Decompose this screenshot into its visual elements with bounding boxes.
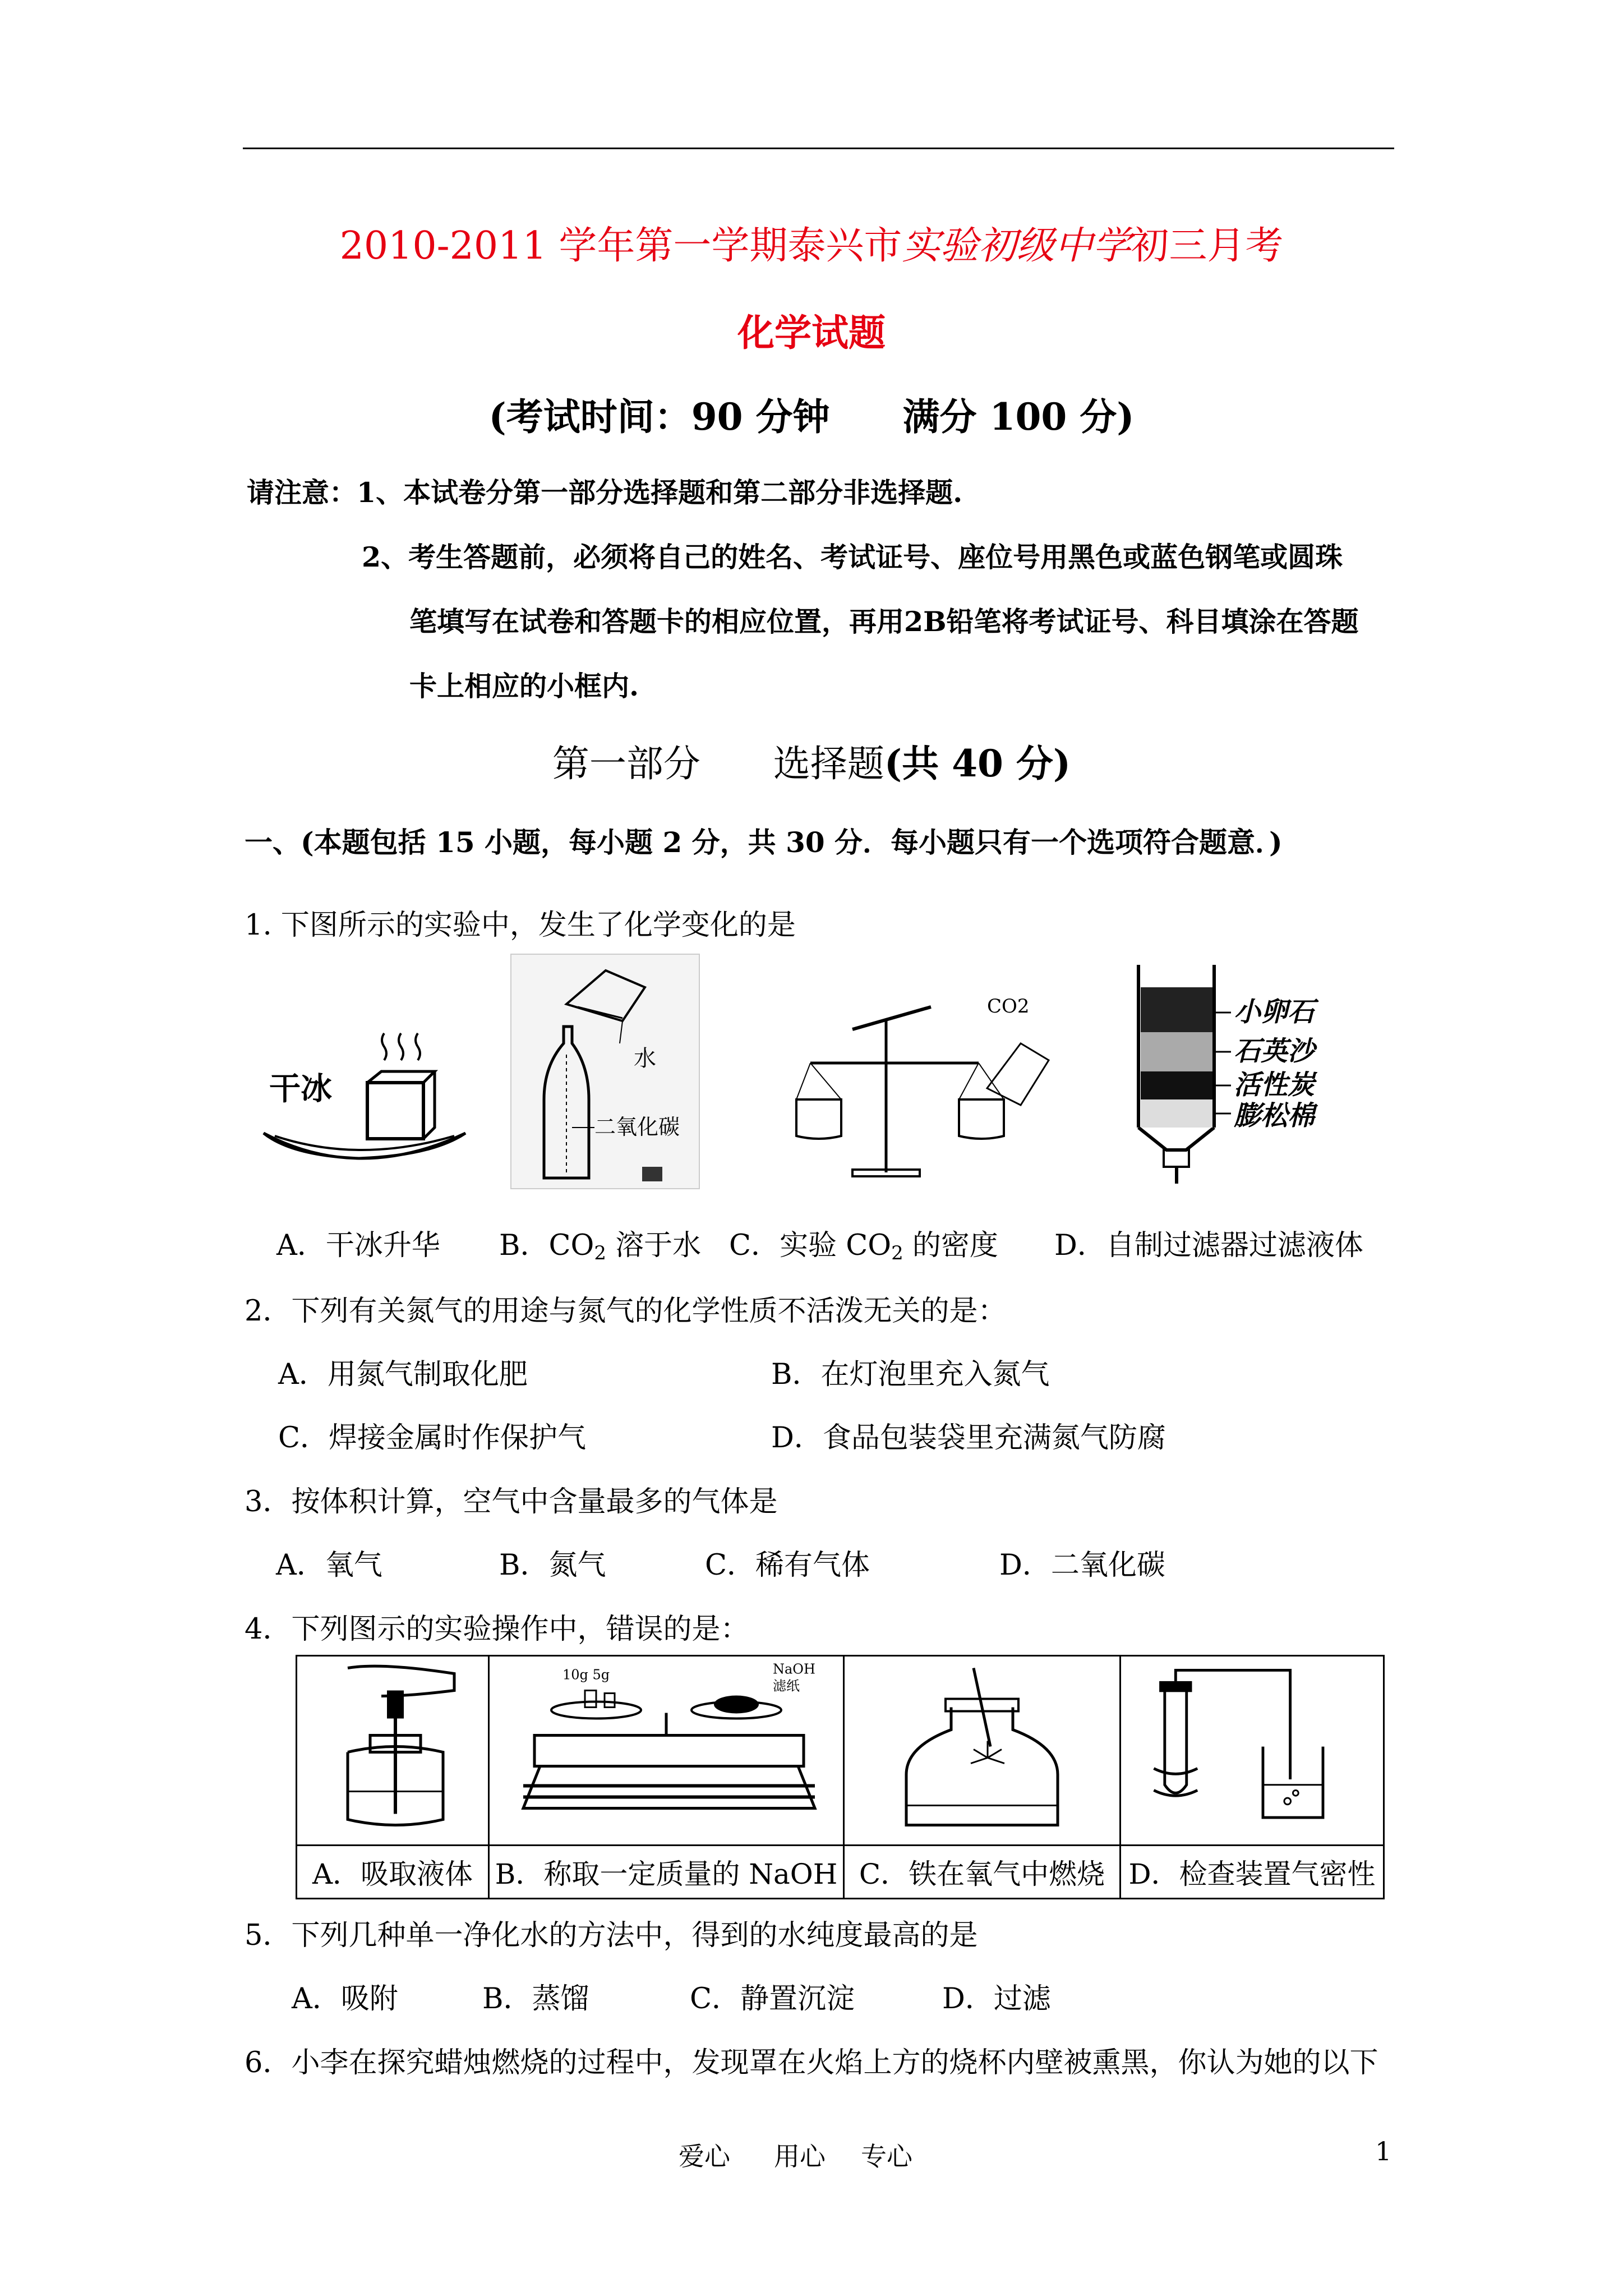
q1-stem: 1. 下图所示的实验中，发生了化学变化的是 bbox=[245, 909, 796, 942]
co2-bottle-figure bbox=[510, 954, 701, 1189]
q2-stem: 2．下列有关氮气的用途与氮气的化学性质不活泼无关的是： bbox=[245, 1295, 1007, 1328]
pebble-label: 小卵石 bbox=[1234, 996, 1315, 1028]
footer-slogan-2: 用心 bbox=[774, 2141, 826, 2171]
co2-label: CO2 bbox=[987, 995, 1030, 1018]
exam-title: 2010-2011 学年第一学期泰兴市实验初级中学初三月考 bbox=[339, 224, 1284, 268]
weights-label: 10g 5g bbox=[562, 1667, 610, 1683]
q2-option-c: C．焊接金属时作保护气 bbox=[278, 1421, 587, 1455]
filter-figure bbox=[1133, 959, 1368, 1195]
q3-option-c: C．稀有气体 bbox=[705, 1549, 870, 1582]
q5-option-c: C．静置沉淀 bbox=[690, 1982, 855, 2016]
cotton-label: 膨松棉 bbox=[1234, 1100, 1315, 1131]
q5-option-b: B．蒸馏 bbox=[482, 1982, 589, 2016]
q3-option-a: A．氧气 bbox=[276, 1549, 382, 1582]
notice-line-1: 请注意：1、本试卷分第一部分选择题和第二部分非选择题. bbox=[247, 476, 963, 509]
dry-ice-label: 干冰 bbox=[269, 1071, 332, 1107]
filter-paper-label: 滤纸 bbox=[773, 1678, 800, 1694]
q4-figure-c bbox=[844, 1656, 1121, 1846]
balance-figure bbox=[785, 987, 1054, 1189]
q5-option-d: D．过滤 bbox=[942, 1982, 1051, 2016]
footer-slogan-1: 爱心 bbox=[679, 2141, 730, 2171]
q5-option-a: A．吸附 bbox=[292, 1982, 398, 2016]
q4-caption-d: D．检查装置气密性 bbox=[1121, 1846, 1384, 1899]
q4-caption-a: A．吸取液体 bbox=[297, 1846, 489, 1899]
q4-stem: 4．下列图示的实验操作中，错误的是： bbox=[245, 1613, 749, 1646]
notice-line-3: 笔填写在试卷和答题卡的相应位置，再用2B铅笔将考试证号、科目填涂在答题 bbox=[409, 605, 1359, 638]
part-one-heading: 第一部分 选择题(共 40 分) bbox=[552, 742, 1071, 785]
footer-slogan-3: 专心 bbox=[861, 2141, 912, 2171]
q2-option-b: B．在灯泡里充入氮气 bbox=[771, 1358, 1050, 1391]
q3-option-d: D．二氧化碳 bbox=[999, 1549, 1165, 1582]
q3-stem: 3．按体积计算，空气中含量最多的气体是 bbox=[245, 1485, 778, 1519]
naoh-label: NaOH bbox=[773, 1661, 815, 1677]
carbon-label: 活性炭 bbox=[1234, 1069, 1315, 1101]
q1-option-d: D．自制过滤器过滤液体 bbox=[1054, 1229, 1363, 1262]
q4-caption-b: B．称取一定质量的 NaOH bbox=[489, 1846, 844, 1899]
notice-line-4: 卡上相应的小框内. bbox=[409, 670, 639, 702]
q4-figure-b bbox=[489, 1656, 844, 1846]
q4-figure-d bbox=[1121, 1656, 1384, 1846]
q1-option-b: B．$CO_2$ 溶于水 bbox=[499, 1229, 702, 1264]
header-rule bbox=[243, 148, 1394, 149]
q4-figure-a bbox=[297, 1656, 489, 1846]
co2-bottle-label: 二氧化碳 bbox=[594, 1115, 680, 1139]
q2-option-d: D．食品包装袋里充满氮气防腐 bbox=[771, 1421, 1166, 1455]
q1-option-c: C．实验 $CO_2$ 的密度 bbox=[729, 1229, 998, 1264]
section-one-heading: 一、(本题包括 15 小题，每小题 2 分，共 30 分．每小题只有一个选项符合题意．) bbox=[245, 826, 1283, 859]
q3-option-b: B．氮气 bbox=[499, 1549, 606, 1582]
water-label: 水 bbox=[634, 1046, 656, 1071]
q2-option-a: A．用氮气制取化肥 bbox=[278, 1358, 528, 1391]
sand-label: 石英沙 bbox=[1234, 1036, 1315, 1067]
page-number: 1 bbox=[1375, 2136, 1392, 2166]
subject-title: 化学试题 bbox=[737, 311, 886, 355]
q1-option-a: A．干冰升华 bbox=[276, 1229, 440, 1262]
q4-caption-c: C．铁在氧气中燃烧 bbox=[844, 1846, 1121, 1899]
notice-line-2: 2、考生答题前，必须将自己的姓名、考试证号、座位号用黑色或蓝色钢笔或圆珠 bbox=[362, 541, 1343, 573]
exam-info: (考试时间：90 分钟 满分 100 分) bbox=[488, 395, 1135, 439]
q5-stem: 5．下列几种单一净化水的方法中，得到的水纯度最高的是 bbox=[245, 1919, 978, 1952]
q4-figure-table bbox=[296, 1655, 1385, 1896]
dry-ice-figure bbox=[247, 1032, 482, 1195]
q6-stem: 6．小李在探究蜡烛燃烧的过程中，发现罩在火焰上方的烧杯内壁被熏黑，你认为她的以下 bbox=[245, 2046, 1378, 2079]
